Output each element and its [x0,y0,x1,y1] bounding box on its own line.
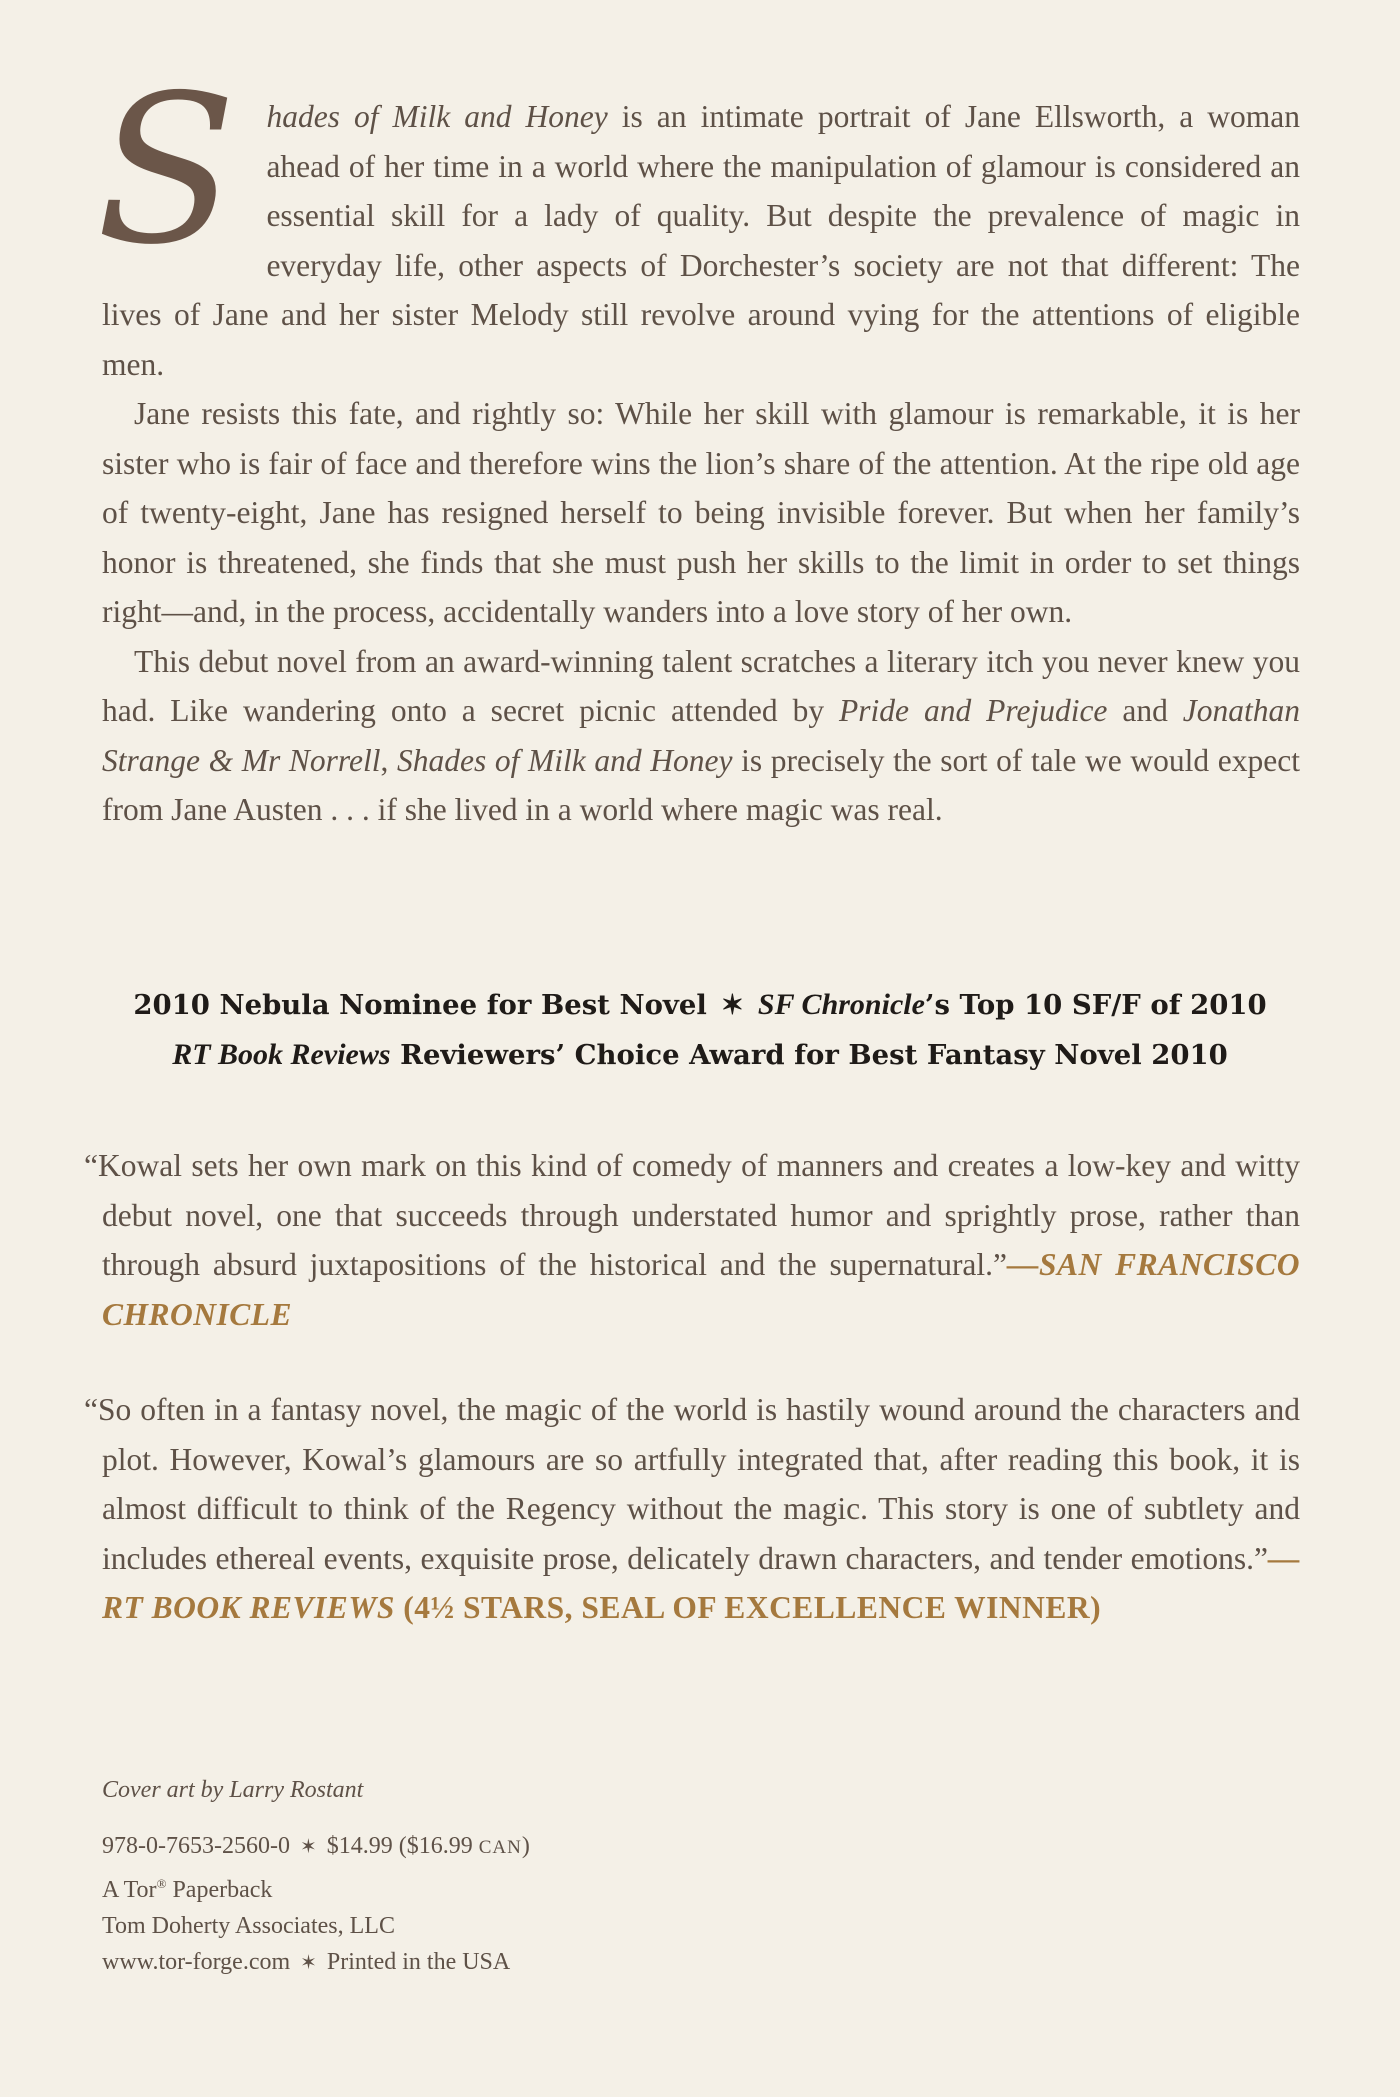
printed-location: Printed in the USA [326,1949,511,1975]
star-separator-icon: ✶ [300,1952,317,1974]
publisher: Tom Doherty Associates, LLC [102,1913,395,1939]
description-text: is precisely the sort of tale we would expect from Jane Austen . . . if she lived in a world where magic was real. [102,742,1300,827]
awards-line-1 [60,980,1340,1030]
star-separator-icon: ✶ [299,1836,317,1858]
isbn: 978-0-7653-2560-0 [102,1833,290,1859]
quote-text: “So often in a fantasy novel, the magic of the world is hastily wound around the characters and plot. However, Kowal’s glamours are so artfully integrated that, after reading this book, it is almost difficult to think of the Regency without the magic. This story is one of subtlety and includes ethereal events, exquisite prose, delicately drawn characters, and tender emotions.” [84,1392,1300,1576]
dropcap-letter: S [96,52,237,290]
imprint-format: Paperback [166,1877,273,1903]
review-quote-2 [84,1385,1300,1633]
registered-mark: ® [156,1876,167,1891]
website-row [102,1944,1002,1981]
awards-block [60,980,1340,1080]
quote-attribution: —SAN FRANCISCO CHRONICLE [102,1247,1300,1332]
referenced-title: Pride and Prejudice [839,693,1108,728]
book-description [96,52,1301,835]
star-separator-icon: ✶ [720,989,744,1021]
description-text: and [1107,693,1183,728]
quote-attribution: —RT BOOK REVIEWS [102,1540,1300,1625]
book-title: hades of Milk and Honey [266,99,608,134]
description-paragraph-3 [102,637,1300,835]
imprint-row [102,1866,1002,1908]
awards-line-2 [60,1030,1340,1080]
quote-text: “Kowal sets her own mark on this kind of comedy of manners and creates a low-key and witty debut novel, one that succeeds through understated humor and sprightly prose, rather than through absurd juxtapositions of the historical and the supernatural.” [84,1148,1300,1282]
price-close: ) [521,1833,530,1859]
price: $14.99 ($16.99 [326,1833,473,1859]
description-text: , [380,742,397,778]
isbn-price-row [102,1828,1002,1866]
publication-title: SF Chronicle [757,988,925,1021]
referenced-title: Jonathan Strange & Mr Norrell [102,693,1301,778]
quote-attribution-detail: (4½ STARS, SEAL OF EXCELLENCE WINNER) [394,1590,1102,1625]
award-text: Reviewers’ Choice Award for Best Fantasy Novel 2010 [390,1039,1228,1071]
website-link[interactable]: www.tor-forge.com [102,1949,291,1975]
imprint: A Tor [102,1877,157,1903]
award-text: 2010 Nebula Nominee for Best Novel [133,989,707,1021]
description-text: is an intimate portrait of Jane Ellsworth, a woman ahead of her time in a world where the manipulation of glamour is considered an essential skill for a lady of quality. But despite the prevalence of magic in everyday life, other aspects of Dorchester’s society are not that different: The lives of Jane and her sister Melody still revolve around vying for the attentions of eligible men. [102,99,1300,382]
price-currency: CAN [478,1837,522,1858]
description-text: Jane resists this fate, and rightly so: While her skill with glamour is remarkable, it is her sister who is fair of face and therefore wins the lion’s share of the attention. At the ripe old age of twenty-eight, Jane has resigned herself to being invisible forever. But when her family’s honor is threatened, she finds that she must push her skills to the limit in order to set things right—and, in the process, accidentally wanders into a love story of her own. [102,396,1300,629]
credits-block [102,1772,1002,1981]
description-paragraph-1 [96,52,1300,389]
book-title: Shades of Milk and Honey [397,742,733,778]
publication-title: RT Book Reviews [172,1038,391,1071]
award-text: ’s Top 10 SF/F of 2010 [924,989,1267,1021]
cover-art-credit: Cover art by Larry Rostant [102,1777,364,1803]
description-text: This debut novel from an award-winning talent scratches a literary itch you never knew you had. Like wandering onto a secret picnic attended by [102,643,1300,728]
description-paragraph-2 [102,389,1300,637]
review-quote-1 [84,1141,1300,1339]
